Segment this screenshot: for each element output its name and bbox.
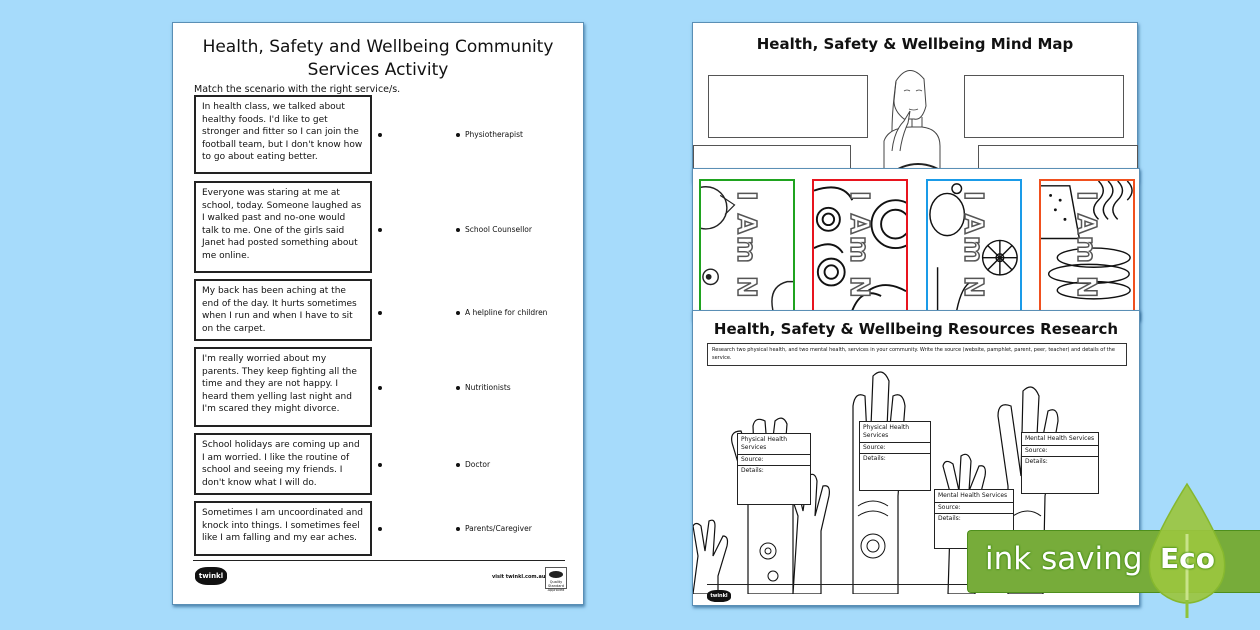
bookmark-blue — [926, 179, 1022, 314]
sheet-instruction: Match the scenario with the right service/s. — [194, 84, 401, 95]
scenario-card: In health class, we talked about healthy foods. I'd like to get stronger and fitter so I can join the football team, but I don't know how to go about eating better. — [194, 95, 372, 174]
service-label: School Counsellor — [465, 225, 532, 234]
resources-instruction: Research two physical health, and two mental health, services in your community. Write the source (website, pamphlet, parent, peer, teacher) and details of the service. — [707, 343, 1127, 366]
scenario-card: My back has been aching at the end of the day. It hurts sometimes when I run and when I have to sit on the carpet. — [194, 279, 372, 341]
i-am-bookmarks-sheet — [692, 168, 1140, 320]
mental-health-card: Mental Health Services Source: Details: — [1021, 432, 1099, 494]
bookmark-orange — [1039, 179, 1135, 314]
eco-label: Eco — [1160, 542, 1215, 575]
service-label: A helpline for children — [465, 308, 548, 317]
twinkl-logo: twinkl — [707, 590, 731, 602]
service-label: Physiotherapist — [465, 130, 523, 139]
community-services-activity-sheet — [172, 22, 584, 605]
match-dot[interactable] — [378, 228, 382, 232]
match-dot[interactable] — [378, 133, 382, 137]
bookmark-red — [812, 179, 908, 314]
service-option[interactable] — [456, 460, 490, 469]
twinkl-logo: twinkl — [195, 567, 227, 585]
sheet-title: Health, Safety and Wellbeing Community Services Activity — [202, 37, 554, 80]
scenario-card: Sometimes I am uncoordinated and knock into things. I sometimes feel like I am falling and my ear aches. — [194, 501, 372, 556]
physical-health-card: Physical Health Services Source: Details: — [859, 421, 931, 491]
service-label: Nutritionists — [465, 383, 511, 392]
match-dot — [456, 133, 460, 137]
service-label: Doctor — [465, 460, 491, 469]
match-dot — [456, 311, 460, 315]
thinking-girl-illustration — [874, 61, 944, 176]
match-dot — [456, 386, 460, 390]
match-dot[interactable] — [378, 386, 382, 390]
bookmark-text: I Am N — [844, 191, 874, 300]
match-dot[interactable] — [378, 463, 382, 467]
match-dot[interactable] — [378, 311, 382, 315]
mind-map-sheet — [692, 22, 1138, 182]
bookmark-text: I Am N — [1071, 191, 1101, 300]
mind-map-title: Health, Safety & Wellbeing Mind Map — [756, 35, 1074, 53]
footer-divider — [193, 560, 565, 561]
scenario-card: School holidays are coming up and I am worried. I like the routine of school and seeing my friends. I don't know what I will do. — [194, 433, 372, 495]
match-dot — [456, 228, 460, 232]
service-option[interactable] — [456, 524, 532, 533]
resources-title: Health, Safety & Wellbeing Resources Research — [713, 320, 1119, 338]
visit-website-text: visit twinkl.com.au — [492, 574, 546, 580]
mind-map-box — [964, 75, 1124, 138]
quality-badge-icon: Quality Standard Approved — [545, 567, 567, 589]
scenario-card: I'm really worried about my parents. They keep fighting all the time and they are not happy. I heard them yelling last night and I'm scared they might divorce. — [194, 347, 372, 427]
ink-saving-label: ink saving — [985, 541, 1143, 577]
physical-health-card: Physical Health Services Source: Details: — [737, 433, 811, 505]
mental-health-card: Mental Health Services Source: Details: — [934, 489, 1014, 549]
service-option[interactable] — [456, 130, 523, 139]
service-option[interactable] — [456, 383, 511, 392]
bookmark-text: I Am N — [731, 191, 761, 300]
service-option[interactable] — [456, 225, 532, 234]
service-option[interactable] — [456, 308, 547, 317]
service-label: Parents/Caregiver — [465, 524, 532, 533]
mind-map-box — [708, 75, 868, 138]
scenario-card: Everyone was staring at me at school, today. Someone laughed as I walked past and no-one would talk to me. One of the girls said Janet had posted something about me online. — [194, 181, 372, 273]
match-dot — [456, 527, 460, 531]
bookmark-green — [699, 179, 795, 314]
bookmark-text: I Am N — [958, 191, 988, 300]
match-dot — [456, 463, 460, 467]
match-dot[interactable] — [378, 527, 382, 531]
